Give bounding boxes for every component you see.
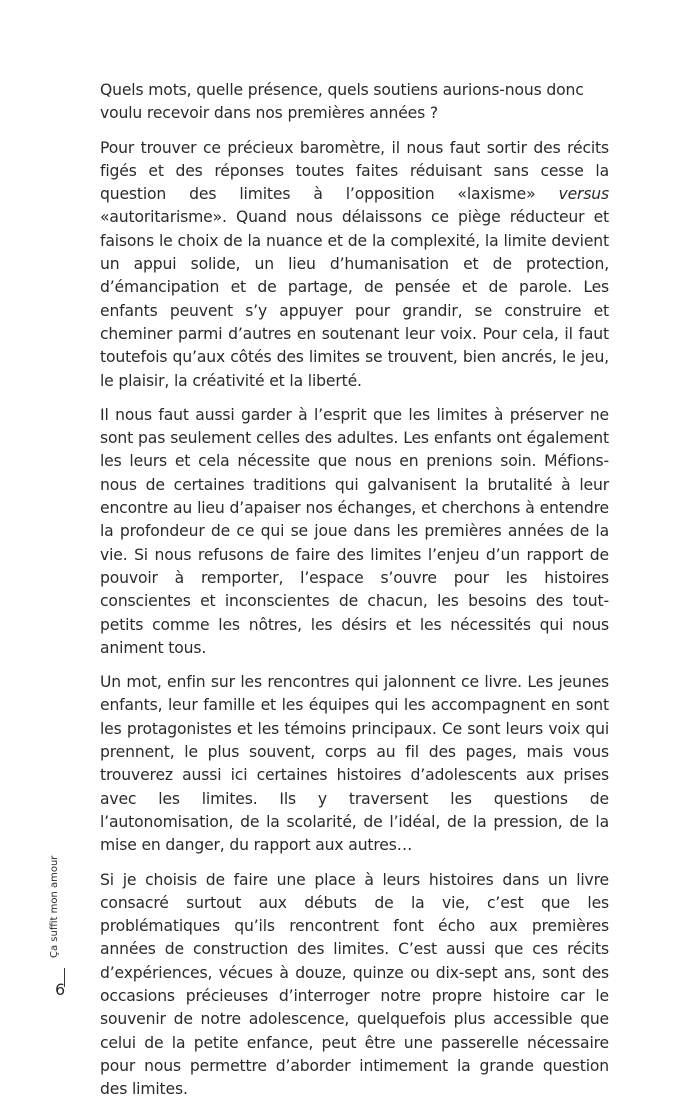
paragraph-1: Quels mots, quelle présence, quels soutiens aurions-nous donc voulu recevoir dans nos premières années ? — [100, 81, 584, 123]
paragraph-4: Un mot, enfin sur les rencontres qui jalonnent ce livre. Les jeunes enfants, leur famille et les équipes qui les accompagnent en sont les protagonistes et les témoins principaux. Ce sont leurs voix qui prennent, le plus souvent, corps au fil des pages, mais vous trouverez aussi ici certaines histoires d’adolescents aux prises avec les limites. Ils y traversent les questions de l’autonomisation, de la scolarité, de l’idéal, de la pression, de la mise en danger, du rapport aux autres… — [100, 673, 609, 855]
paragraph-3: Il nous faut aussi garder à l’esprit que les limites à préserver ne sont pas seulement celles des adultes. Les enfants ont également les leurs et cela nécessite que nous en prenions soin. Méfions-nous de certaines traditions qui galvanisent la brutalité à leur encontre au lieu d’apaiser nos échanges, et cherchons à entendre la profondeur de ce qui se joue dans les premières années de la vie. Si nous refusons de faire des limites l’enjeu d’un rapport de pouvoir à remporter, l’espace s’ouvre pour les histoires conscientes et inconscientes de chacun, les besoins des tout-petits comme les nôtres, les désirs et les nécessités qui nous animent tous. — [100, 405, 609, 657]
paragraph-2: Pour trouver ce précieux baromètre, il nous faut sortir des récits figés et des réponses toutes faites réduisant sans cesse la question des limites à l’opposition «laxisme» versus «autoritarisme». Quand nous délaissons ce piège réducteur et faisons le choix de la nuance et de la complexité, la limite devient un appui solide, un lieu d’humanisation et de protection, d’émancipation et de partage, de pensée et de parole. Les enfants peuvent s’y appuyer pour grandir, se construire et cheminer parmi d’autres en soutenant leur voix. Pour cela, il faut toutefois qu’aux côtés des limites se trouvent, bien ancrés, le jeu, le plaisir, la créativité et la liberté. — [100, 138, 609, 390]
running-title: Ça suffit mon amour — [49, 855, 60, 958]
page-number: 6 — [55, 980, 66, 999]
paragraph-5: Si je choisis de faire une place à leurs histoires dans un livre consacré surtout aux débuts de la vie, c’est que les problématiques qu’ils rencontrent font écho aux premières années de construction des limites. C’est aussi que ces récits d’expériences, vécues à douze, quinze ou dix-sept ans, sont des occasions précieuses d’interroger notre propre histoire car le souvenir de notre adolescence, quelquefois plus accessible que celui de la petite enfance, peut être une passerelle nécessaire pour nous permettre d’aborder intimement la grande question des limites. — [100, 870, 609, 1099]
body-text — [100, 79, 609, 1112]
